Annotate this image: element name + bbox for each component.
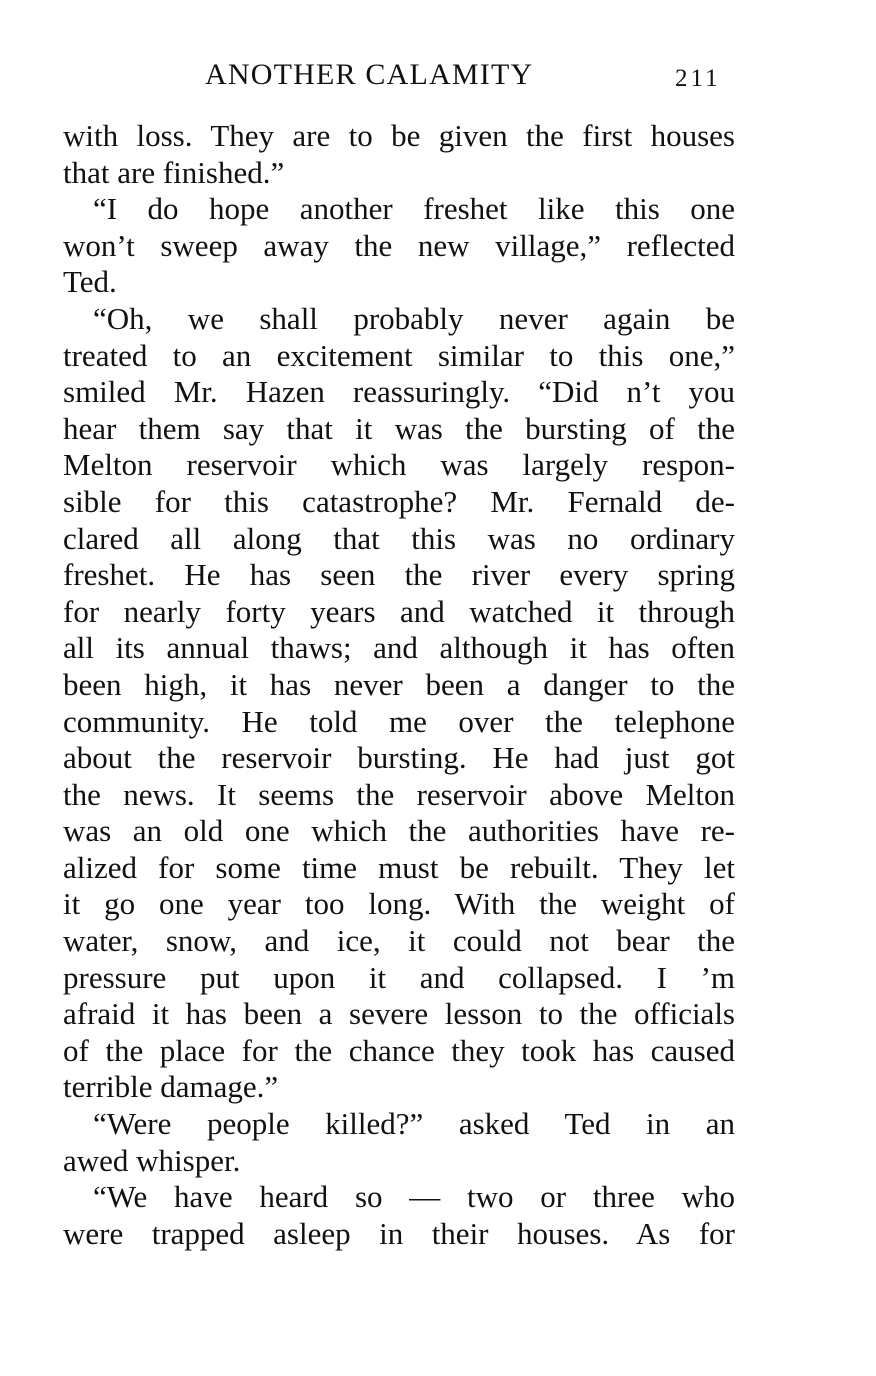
running-head	[205, 55, 735, 95]
text-line: of the place for the chance they took has caused	[63, 1032, 735, 1068]
text-line: hear them say that it was the bursting of the	[63, 410, 735, 446]
text-line: clared all along that this was no ordinary	[63, 520, 735, 556]
text-line: been high, it has never been a danger to the	[63, 666, 735, 702]
text-line: “I do hope another freshet like this one	[93, 191, 735, 227]
page-number: 211	[675, 65, 721, 92]
text-line: “Were people killed?” asked Ted in an	[93, 1106, 735, 1142]
text-line: Melton reservoir which was largely respon-	[63, 447, 735, 483]
text-line: afraid it has been a severe lesson to the officials	[63, 996, 735, 1032]
text-line: water, snow, and ice, it could not bear the	[63, 923, 735, 959]
text-line: the news. It seems the reservoir above Melton	[63, 776, 735, 812]
text-line: for nearly forty years and watched it through	[63, 593, 735, 629]
text-line: it go one year too long. With the weight of	[63, 886, 735, 922]
text-line: freshet. He has seen the river every spring	[63, 557, 735, 593]
text-line: treated to an excitement similar to this one,”	[63, 337, 735, 373]
text-line: was an old one which the authorities have re-	[63, 813, 735, 849]
text-line: alized for some time must be rebuilt. They let	[63, 849, 735, 885]
text-line: all its annual thaws; and although it has often	[63, 630, 735, 666]
text-line: that are finished.”	[63, 154, 285, 190]
body-text	[63, 118, 735, 1252]
text-line: were trapped asleep in their houses. As for	[63, 1215, 735, 1251]
text-line: sible for this catastrophe? Mr. Fernald de-	[63, 483, 735, 519]
text-line: smiled Mr. Hazen reassuringly. “Did n’t you	[63, 374, 735, 410]
text-line: Ted.	[63, 264, 117, 300]
text-line: “Oh, we shall probably never again be	[93, 300, 735, 336]
text-line: with loss. They are to be given the first houses	[63, 118, 735, 153]
running-title: ANOTHER CALAMITY	[205, 58, 534, 91]
text-line: pressure put upon it and collapsed. I ’m	[63, 959, 735, 995]
text-line: about the reservoir bursting. He had just got	[63, 740, 735, 776]
text-line: community. He told me over the telephone	[63, 703, 735, 739]
text-line: awed whisper.	[63, 1142, 241, 1178]
text-line: terrible damage.”	[63, 1069, 279, 1105]
text-line: won’t sweep away the new village,” reflected	[63, 227, 735, 263]
text-line: “We have heard so — two or three who	[93, 1179, 735, 1215]
